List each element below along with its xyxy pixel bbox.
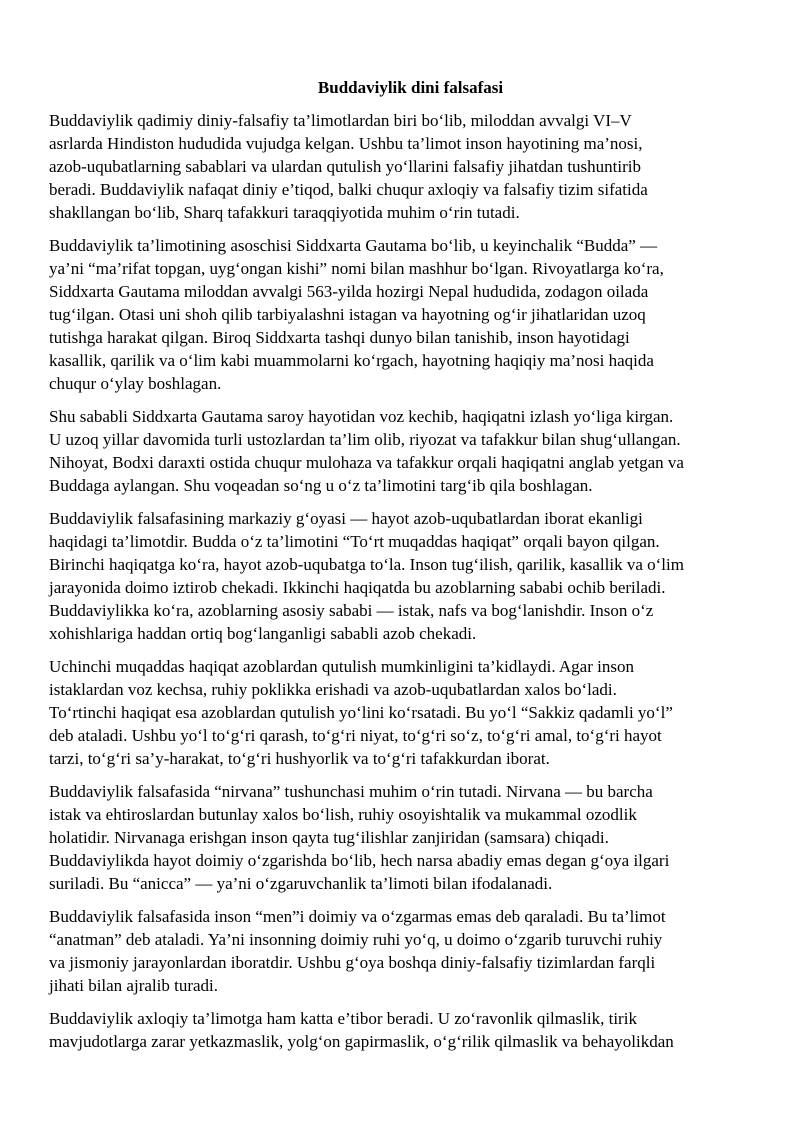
paragraph-line: tarzi, to‘g‘ri sa’y-harakat, to‘g‘ri hushyorlik va to‘g‘ri tafakkurdan iborat. [49, 749, 550, 768]
paragraph-line: Buddaviylik axloqiy ta’limotga ham katta e’tibor beradi. U zo‘ravonlik qilmaslik, tirik [49, 1009, 637, 1028]
paragraph-line: tug‘ilgan. Otasi uni shoh qilib tarbiyalashni istagan va hayotning og‘ir jihatlaridan uzoq [49, 305, 646, 324]
paragraph-line: beradi. Buddaviylik nafaqat diniy e’tiqod, balki chuqur axloqiy va falsafiy tizim sifatida [49, 180, 648, 199]
body-paragraph [49, 1007, 760, 1053]
paragraph-line: kasallik, qarilik va o‘lim kabi muammolarni ko‘rgach, hayotning haqiqiy ma’nosi haqida [49, 351, 654, 370]
paragraph-line: jarayonida doimo iztirob chekadi. Ikkinchi haqiqatda bu azoblarning sababi ochib beriladi. [49, 578, 666, 597]
paragraph-line: suriladi. Bu “anicca” — ya’ni o‘zgaruvchanlik ta’limoti bilan ifodalanadi. [49, 874, 553, 893]
paragraph-line: Buddaviylik qadimiy diniy-falsafiy ta’limotlardan biri bo‘lib, miloddan avvalgi VI–V [49, 111, 632, 130]
body-paragraph [49, 507, 760, 645]
paragraph-line: xohishlariga haddan ortiq bog‘langanligi sababli azob chekadi. [49, 624, 477, 643]
paragraph-line: shakllangan bo‘lib, Sharq tafakkuri taraqqiyotida muhim o‘rin tutadi. [49, 203, 520, 222]
paragraph-line: azob-uqubatlarning sabablari va ulardan qutulish yo‘llarini falsafiy jihatdan tushuntirib [49, 157, 642, 176]
body-paragraph [49, 405, 760, 497]
paragraph-line: To‘rtinchi haqiqat esa azoblardan qutulish yo‘lini ko‘rsatadi. Bu yo‘l “Sakkiz qadamli yo‘l” [49, 703, 673, 722]
paragraph-line: Buddaviylik falsafasining markaziy g‘oyasi — hayot azob-uqubatlardan iborat ekanligi [49, 509, 643, 528]
paragraph-line: va jismoniy jarayonlardan iboratdir. Ushbu g‘oya boshqa diniy-falsafiy tizimlardan farqli [49, 953, 656, 972]
paragraph-line: haqidagi ta’limotdir. Budda o‘z ta’limotini “To‘rt muqaddas haqiqat” orqali bayon qilgan. [49, 532, 660, 551]
paragraph-line: deb ataladi. Ushbu yo‘l to‘g‘ri qarash, to‘g‘ri niyat, to‘g‘ri so‘z, to‘g‘ri amal, to‘g‘ri hayot [49, 726, 662, 745]
paragraph-line: Buddaviylikda hayot doimiy o‘zgarishda bo‘lib, hech narsa abadiy emas degan g‘oya ilgari [49, 851, 670, 870]
paragraph-line: Birinchi haqiqatga ko‘ra, hayot azob-uqubatga to‘la. Inson tug‘ilish, qarilik, kasallik va o‘lim [49, 555, 684, 574]
paragraph-line: jihati bilan ajralib turadi. [49, 976, 219, 995]
body-paragraph [49, 655, 760, 770]
paragraph-line: Siddxarta Gautama miloddan avvalgi 563-yilda hozirgi Nepal hududida, zodagon oilada [49, 282, 649, 301]
document-body [49, 109, 760, 1053]
body-paragraph [49, 905, 760, 997]
paragraph-line: holatidir. Nirvanaga erishgan inson qayta tug‘ilishlar zanjiridan (samsara) chiqadi. [49, 828, 609, 847]
paragraph-line: Nihoyat, Bodxi daraxti ostida chuqur mulohaza va tafakkur orqali haqiqatni anglab yetgan va [49, 453, 684, 472]
paragraph-line: ya’ni “ma’rifat topgan, uyg‘ongan kishi” nomi bilan mashhur bo‘lgan. Rivoyatlarga ko‘ra, [49, 259, 664, 278]
paragraph-line: istak va ehtiroslardan butunlay xalos bo‘lish, ruhiy osoyishtalik va mukammal ozodlik [49, 805, 637, 824]
paragraph-line: Buddaviylik falsafasida inson “men”i doimiy va o‘zgarmas emas deb qaraladi. Bu ta’limot [49, 907, 666, 926]
paragraph-line: mavjudotlarga zarar yetkazmaslik, yolg‘on gapirmaslik, o‘g‘rilik qilmaslik va behayolikdan [49, 1032, 674, 1051]
paragraph-line: Buddaviylik falsafasida “nirvana” tushunchasi muhim o‘rin tutadi. Nirvana — bu barcha [49, 782, 653, 801]
paragraph-line: “anatman” deb ataladi. Ya’ni insonning doimiy ruhi yo‘q, u doimo o‘zgarib turuvchi ruhiy [49, 930, 663, 949]
paragraph-line: tutishga harakat qilgan. Biroq Siddxarta tashqi dunyo bilan tanishib, inson hayotidagi [49, 328, 630, 347]
paragraph-line: Buddaviylik ta’limotining asoschisi Siddxarta Gautama bo‘lib, u keyinchalik “Budda” — [49, 236, 658, 255]
paragraph-line: Uchinchi muqaddas haqiqat azoblardan qutulish mumkinligini ta’kidlaydi. Agar inson [49, 657, 634, 676]
paragraph-line: asrlarda Hindiston hududida vujudga kelgan. Ushbu ta’limot inson hayotining ma’nosi, [49, 134, 643, 153]
paragraph-line: Buddaviylikka ko‘ra, azoblarning asosiy sababi — istak, nafs va bog‘lanishdir. Inson o‘z [49, 601, 654, 620]
body-paragraph [49, 109, 760, 224]
paragraph-line: U uzoq yillar davomida turli ustozlardan ta’lim olib, riyozat va tafakkur bilan shug‘ullangan. [49, 430, 681, 449]
paragraph-line: Shu sababli Siddxarta Gautama saroy hayotidan voz kechib, haqiqatni izlash yo‘liga kirgan. [49, 407, 674, 426]
paragraph-line: chuqur o‘ylay boshlagan. [49, 374, 222, 393]
body-paragraph [49, 780, 760, 895]
body-paragraph [49, 234, 760, 395]
document-title: Buddaviylik dini falsafasi [317, 78, 504, 97]
paragraph-line: Buddaga aylangan. Shu voqeadan so‘ng u o‘z ta’limotini targ‘ib qila boshlagan. [49, 476, 593, 495]
paragraph-line: istaklardan voz kechsa, ruhiy poklikka erishadi va azob-uqubatlardan xalos bo‘ladi. [49, 680, 617, 699]
